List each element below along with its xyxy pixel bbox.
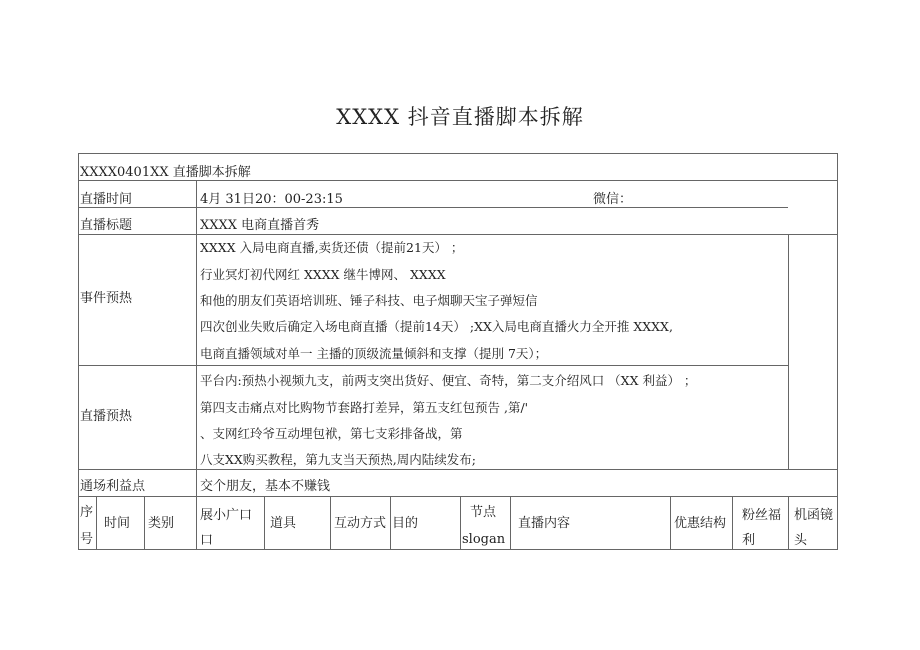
col-header-interaction: 互动方式 (334, 516, 387, 531)
col-header-fan-benefit-l2: 利 (742, 533, 756, 548)
row-divider (78, 469, 838, 470)
table-border-left (78, 153, 79, 550)
col-divider (330, 496, 331, 550)
col-header-props: 道具 (270, 516, 297, 531)
preheat-line: 第四支击痛点对比购物节套路打差异，第五支红包预告 ,第/' (200, 400, 529, 415)
col-header-display-l1: 展小广口 (200, 508, 253, 523)
event-line: 四次创业失败后确定入场电商直播（提前14天） ;XX入局电商直播火力全开推 XXXX, (200, 319, 673, 334)
live-time-label: 直播时间 (80, 192, 133, 207)
col-header-display-l2: 口 (200, 533, 214, 548)
preheat-line: 八支XX购买教程，第九支当天预热,周内陆续发布; (200, 452, 476, 467)
script-header-label: XXXX0401XX 直播脚本拆解 (80, 165, 251, 180)
col-divider (264, 496, 265, 550)
col-header-camera-l2: 头 (794, 533, 808, 548)
event-line: 和他的朋友们英语培训班、锤子科技、电子烟聊天宝子弹短信 (200, 293, 538, 308)
col-header-index-l1: 序 (80, 505, 94, 520)
live-title-value: XXXX 电商直播首秀 (200, 218, 320, 233)
col-header-category: 类别 (148, 516, 175, 531)
col-header-index-l2: 号 (80, 532, 94, 547)
event-line: XXXX 入局电商直播,卖货还债（提前21天） ； (200, 240, 464, 255)
table-border-top (78, 153, 838, 154)
event-preheat-label: 事件预热 (80, 291, 133, 306)
row-divider (78, 496, 838, 497)
row-divider (78, 234, 838, 235)
col-header-discount: 优惠结构 (674, 516, 727, 531)
label-column-divider (196, 180, 197, 550)
table-border-bottom (78, 549, 838, 550)
col-divider (788, 496, 789, 550)
col-header-node-l1: 节点 (470, 505, 497, 520)
event-line: 电商直播领域对单一 主播的顶级流量倾斜和支撑（提刖 7天）； (200, 346, 548, 361)
col-header-content: 直播内容 (518, 516, 571, 531)
row-divider (78, 207, 788, 208)
col-header-purpose: 目的 (392, 516, 419, 531)
benefit-label: 通场利益点 (80, 479, 146, 494)
event-line: 行业冥灯初代网红 XXXX 继牛博网、 XXXX (200, 267, 446, 282)
live-time-value: 4月 31日20：00-23:15 (200, 192, 343, 207)
document-title: XXXX 抖音直播脚本拆解 (336, 105, 584, 129)
col-header-fan-benefit-l1: 粉丝福 (742, 508, 782, 523)
col-divider (390, 496, 391, 550)
col-header-node-l2: slogan (462, 532, 506, 547)
col-header-time: 时间 (104, 516, 131, 531)
col-divider (460, 496, 461, 550)
col-divider (96, 496, 97, 550)
col-divider (670, 496, 671, 550)
col-divider (144, 496, 145, 550)
col-divider (510, 496, 511, 550)
row-divider (78, 365, 788, 366)
preheat-line: 平台内:预热小视频九支，前两支突出货好、便宜、奇特，第二支介绍风口 （XX 利益） ； (200, 373, 697, 388)
live-preheat-label: 直播预热 (80, 409, 133, 424)
col-divider (732, 496, 733, 550)
live-title-label: 直播标题 (80, 218, 133, 233)
benefit-value: 交个朋友，基本不赚钱 (200, 479, 331, 494)
preheat-line: 、支网红玲爷互动埋包袱，第七支彩排备战，第 (200, 426, 463, 441)
wechat-label: 微信： (593, 192, 633, 207)
side-column-divider (788, 234, 789, 469)
col-header-camera-l1: 机函镜 (794, 508, 834, 523)
table-border-right (837, 153, 838, 550)
script-table (78, 153, 838, 550)
